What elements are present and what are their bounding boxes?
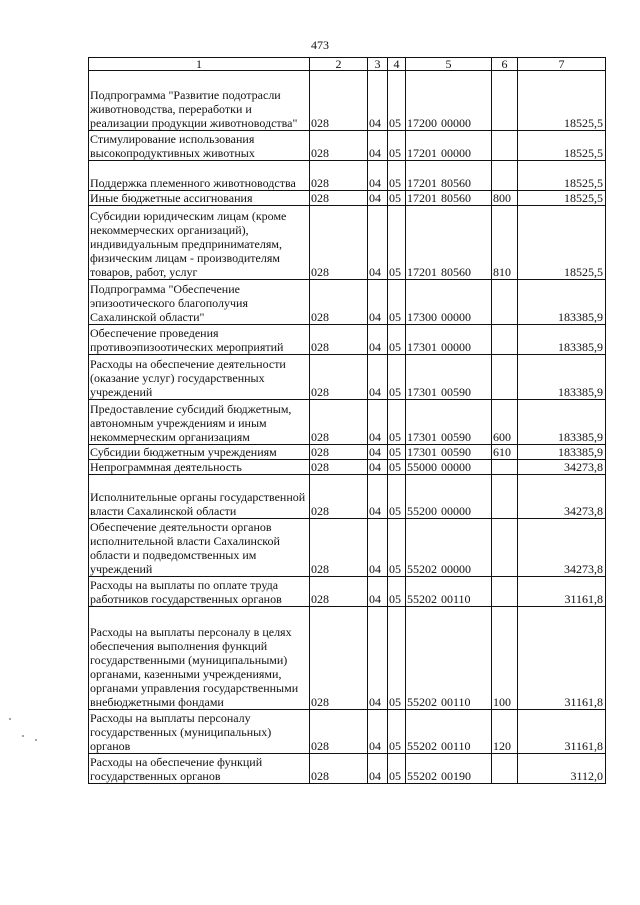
amount: 34273,8 bbox=[564, 562, 603, 576]
target-article-program: 55202 bbox=[407, 769, 437, 783]
admin-code: 028 bbox=[311, 460, 329, 474]
admin-code-cell bbox=[310, 460, 368, 475]
header-cell: 7 bbox=[518, 58, 606, 71]
row-name-cell bbox=[89, 280, 310, 325]
row-name-cell bbox=[89, 400, 310, 445]
scan-speck bbox=[9, 718, 11, 720]
amount-cell bbox=[518, 607, 606, 710]
admin-code: 028 bbox=[311, 191, 329, 205]
expense-type-cell bbox=[492, 710, 518, 754]
amount: 183385,9 bbox=[558, 445, 603, 459]
subsection-cell bbox=[388, 355, 406, 400]
admin-code: 028 bbox=[311, 340, 329, 354]
admin-code: 028 bbox=[311, 504, 329, 518]
subsection-cell bbox=[388, 577, 406, 607]
target-article-program: 17201 bbox=[407, 265, 437, 279]
amount: 34273,8 bbox=[564, 504, 603, 518]
subsection-code: 05 bbox=[389, 460, 401, 474]
subsection-code: 05 bbox=[389, 504, 401, 518]
section-cell bbox=[368, 355, 388, 400]
admin-code: 028 bbox=[311, 385, 329, 399]
subsection-cell bbox=[388, 325, 406, 355]
section-cell bbox=[368, 71, 388, 131]
admin-code: 028 bbox=[311, 739, 329, 753]
amount: 31161,8 bbox=[564, 695, 603, 709]
target-article-cell bbox=[406, 519, 492, 577]
target-article-cell bbox=[406, 475, 492, 519]
row-name-cell bbox=[89, 475, 310, 519]
target-article-cell bbox=[406, 710, 492, 754]
target-article-program: 55202 bbox=[407, 562, 437, 576]
target-article-direction: 00590 bbox=[441, 385, 471, 399]
target-article-program: 17200 bbox=[407, 116, 437, 130]
amount-cell bbox=[518, 710, 606, 754]
row-name: Предоставление субсидий бюджетным, автономным учреждениям и иным некоммерческим организациям bbox=[90, 402, 292, 444]
amount-cell bbox=[518, 161, 606, 191]
section-cell bbox=[368, 475, 388, 519]
table-row bbox=[89, 131, 606, 161]
amount: 183385,9 bbox=[558, 340, 603, 354]
table-row bbox=[89, 460, 606, 475]
row-name: Подпрограмма "Обеспечение эпизоотического благополучия Сахалинской области" bbox=[90, 282, 248, 324]
section-code: 04 bbox=[369, 695, 381, 709]
subsection-cell bbox=[388, 475, 406, 519]
expense-type-cell bbox=[492, 754, 518, 784]
header-cell: 2 bbox=[310, 58, 368, 71]
amount-cell bbox=[518, 325, 606, 355]
row-name-cell bbox=[89, 325, 310, 355]
subsection-code: 05 bbox=[389, 116, 401, 130]
target-article-cell bbox=[406, 400, 492, 445]
admin-code-cell bbox=[310, 607, 368, 710]
row-name-cell bbox=[89, 577, 310, 607]
row-name: Расходы на выплаты персоналу государственных (муниципальных) органов bbox=[90, 711, 272, 753]
target-article-program: 17201 bbox=[407, 191, 437, 205]
page-number: 473 bbox=[311, 38, 329, 52]
admin-code-cell bbox=[310, 71, 368, 131]
row-name-cell bbox=[89, 131, 310, 161]
section-code: 04 bbox=[369, 592, 381, 606]
target-article-direction: 80560 bbox=[441, 176, 471, 190]
target-article-program: 17301 bbox=[407, 445, 437, 459]
target-article-program: 17201 bbox=[407, 176, 437, 190]
section-code: 04 bbox=[369, 191, 381, 205]
section-cell bbox=[368, 754, 388, 784]
row-name: Обеспечение деятельности органов исполнительной власти Сахалинской области и подведомственных им учреждений bbox=[90, 520, 280, 576]
target-article-cell bbox=[406, 131, 492, 161]
row-name: Расходы на выплаты персоналу в целях обеспечения выполнения функций государственными (муниципальными) органами, казенными учреждениями, органами управления государственными внебюджетными фондами bbox=[90, 625, 299, 709]
header-cell: 3 bbox=[368, 58, 388, 71]
header-cell: 5 bbox=[406, 58, 492, 71]
section-code: 04 bbox=[369, 504, 381, 518]
section-code: 04 bbox=[369, 460, 381, 474]
target-article-direction: 00190 bbox=[441, 769, 471, 783]
amount-cell bbox=[518, 400, 606, 445]
subsection-code: 05 bbox=[389, 340, 401, 354]
admin-code-cell bbox=[310, 325, 368, 355]
table-row bbox=[89, 355, 606, 400]
expense-type-cell bbox=[492, 71, 518, 131]
row-name-cell bbox=[89, 710, 310, 754]
target-article-direction: 00000 bbox=[441, 460, 471, 474]
admin-code-cell bbox=[310, 445, 368, 460]
target-article-program: 17301 bbox=[407, 340, 437, 354]
admin-code: 028 bbox=[311, 310, 329, 324]
section-cell bbox=[368, 460, 388, 475]
section-code: 04 bbox=[369, 385, 381, 399]
table-row bbox=[89, 754, 606, 784]
subsection-code: 05 bbox=[389, 739, 401, 753]
target-article-direction: 00110 bbox=[441, 695, 471, 709]
subsection-cell bbox=[388, 710, 406, 754]
subsection-code: 05 bbox=[389, 385, 401, 399]
subsection-cell bbox=[388, 191, 406, 206]
section-cell bbox=[368, 577, 388, 607]
target-article-direction: 00110 bbox=[441, 739, 471, 753]
expense-type-code: 600 bbox=[493, 430, 511, 444]
row-name: Непрограммная деятельность bbox=[90, 460, 242, 474]
row-name-cell bbox=[89, 71, 310, 131]
table-row bbox=[89, 607, 606, 710]
table-row bbox=[89, 191, 606, 206]
row-name-cell bbox=[89, 754, 310, 784]
target-article-cell bbox=[406, 460, 492, 475]
header-cell: 4 bbox=[388, 58, 406, 71]
amount-cell bbox=[518, 71, 606, 131]
scan-speck bbox=[35, 739, 37, 741]
expense-type-cell bbox=[492, 445, 518, 460]
table-row bbox=[89, 710, 606, 754]
subsection-cell bbox=[388, 400, 406, 445]
subsection-code: 05 bbox=[389, 562, 401, 576]
subsection-cell bbox=[388, 519, 406, 577]
expense-type-cell bbox=[492, 206, 518, 280]
amount-cell bbox=[518, 191, 606, 206]
row-name-cell bbox=[89, 519, 310, 577]
amount-cell bbox=[518, 754, 606, 784]
admin-code-cell bbox=[310, 475, 368, 519]
row-name-cell bbox=[89, 445, 310, 460]
amount: 18525,5 bbox=[564, 265, 603, 279]
section-cell bbox=[368, 325, 388, 355]
row-name: Расходы на обеспечение функций государственных органов bbox=[90, 755, 263, 783]
target-article-direction: 00000 bbox=[441, 504, 471, 518]
target-article-program: 55202 bbox=[407, 695, 437, 709]
admin-code-cell bbox=[310, 280, 368, 325]
row-name: Расходы на обеспечение деятельности (оказание услуг) государственных учреждений bbox=[90, 357, 286, 399]
target-article-direction: 80560 bbox=[441, 191, 471, 205]
row-name-cell bbox=[89, 355, 310, 400]
admin-code: 028 bbox=[311, 445, 329, 459]
header-cell: 6 bbox=[492, 58, 518, 71]
section-cell bbox=[368, 607, 388, 710]
target-article-cell bbox=[406, 325, 492, 355]
expense-type-cell bbox=[492, 355, 518, 400]
subsection-cell bbox=[388, 754, 406, 784]
subsection-code: 05 bbox=[389, 592, 401, 606]
subsection-code: 05 bbox=[389, 769, 401, 783]
amount-cell bbox=[518, 280, 606, 325]
row-name: Субсидии бюджетным учреждениям bbox=[90, 445, 277, 459]
section-code: 04 bbox=[369, 769, 381, 783]
section-code: 04 bbox=[369, 430, 381, 444]
admin-code: 028 bbox=[311, 146, 329, 160]
amount-cell bbox=[518, 131, 606, 161]
amount: 31161,8 bbox=[564, 592, 603, 606]
section-code: 04 bbox=[369, 116, 381, 130]
admin-code-cell bbox=[310, 161, 368, 191]
section-code: 04 bbox=[369, 146, 381, 160]
row-name: Расходы на выплаты по оплате труда работников государственных органов bbox=[90, 578, 282, 606]
target-article-direction: 00000 bbox=[441, 116, 471, 130]
subsection-cell bbox=[388, 71, 406, 131]
target-article-program: 55000 bbox=[407, 460, 437, 474]
subsection-cell bbox=[388, 206, 406, 280]
expense-type-cell bbox=[492, 131, 518, 161]
target-article-cell bbox=[406, 355, 492, 400]
expense-type-cell bbox=[492, 280, 518, 325]
target-article-direction: 00590 bbox=[441, 445, 471, 459]
subsection-code: 05 bbox=[389, 430, 401, 444]
admin-code: 028 bbox=[311, 116, 329, 130]
target-article-program: 55202 bbox=[407, 592, 437, 606]
target-article-program: 17301 bbox=[407, 385, 437, 399]
expense-type-cell bbox=[492, 577, 518, 607]
budget-table-container bbox=[88, 57, 606, 784]
admin-code: 028 bbox=[311, 695, 329, 709]
expense-type-cell bbox=[492, 161, 518, 191]
subsection-code: 05 bbox=[389, 310, 401, 324]
table-row bbox=[89, 206, 606, 280]
target-article-direction: 00000 bbox=[441, 310, 471, 324]
target-article-cell bbox=[406, 71, 492, 131]
table-row bbox=[89, 161, 606, 191]
subsection-cell bbox=[388, 460, 406, 475]
table-row bbox=[89, 445, 606, 460]
expense-type-code: 100 bbox=[493, 695, 511, 709]
target-article-direction: 00000 bbox=[441, 562, 471, 576]
target-article-program: 17300 bbox=[407, 310, 437, 324]
admin-code-cell bbox=[310, 710, 368, 754]
section-code: 04 bbox=[369, 739, 381, 753]
expense-type-cell bbox=[492, 475, 518, 519]
target-article-cell bbox=[406, 754, 492, 784]
target-article-direction: 00000 bbox=[441, 340, 471, 354]
amount: 34273,8 bbox=[564, 460, 603, 474]
table-row bbox=[89, 325, 606, 355]
target-article-cell bbox=[406, 280, 492, 325]
row-name: Подпрограмма "Развитие подотрасли животноводства, переработки и реализации продукции животноводства" bbox=[90, 88, 298, 130]
target-article-cell bbox=[406, 577, 492, 607]
row-name: Стимулирование использования высокопродуктивных животных bbox=[90, 132, 255, 160]
row-name: Субсидии юридическим лицам (кроме некоммерческих организаций), индивидуальным предпринимателям, физическим лицам - производителям товаров, работ, услуг bbox=[90, 209, 287, 279]
subsection-code: 05 bbox=[389, 265, 401, 279]
target-article-direction: 00590 bbox=[441, 430, 471, 444]
target-article-direction: 80560 bbox=[441, 265, 471, 279]
admin-code-cell bbox=[310, 206, 368, 280]
target-article-cell bbox=[406, 206, 492, 280]
section-cell bbox=[368, 710, 388, 754]
budget-table bbox=[88, 57, 606, 784]
target-article-cell bbox=[406, 445, 492, 460]
table-row bbox=[89, 577, 606, 607]
subsection-code: 05 bbox=[389, 445, 401, 459]
target-article-cell bbox=[406, 161, 492, 191]
amount-cell bbox=[518, 577, 606, 607]
admin-code-cell bbox=[310, 191, 368, 206]
expense-type-cell bbox=[492, 191, 518, 206]
section-cell bbox=[368, 445, 388, 460]
row-name: Иные бюджетные ассигнования bbox=[90, 191, 253, 205]
table-row bbox=[89, 400, 606, 445]
row-name-cell bbox=[89, 191, 310, 206]
amount: 3112,0 bbox=[570, 769, 603, 783]
section-cell bbox=[368, 131, 388, 161]
expense-type-code: 800 bbox=[493, 191, 511, 205]
row-name: Обеспечение проведения противоэпизоотических мероприятий bbox=[90, 326, 284, 354]
amount-cell bbox=[518, 206, 606, 280]
amount: 18525,5 bbox=[564, 146, 603, 160]
row-name-cell bbox=[89, 161, 310, 191]
header-row bbox=[89, 58, 606, 71]
section-cell bbox=[368, 519, 388, 577]
section-cell bbox=[368, 280, 388, 325]
row-name: Поддержка племенного животноводства bbox=[90, 176, 296, 190]
row-name-cell bbox=[89, 206, 310, 280]
amount-cell bbox=[518, 445, 606, 460]
amount: 18525,5 bbox=[564, 116, 603, 130]
expense-type-code: 810 bbox=[493, 265, 511, 279]
section-code: 04 bbox=[369, 445, 381, 459]
row-name-cell bbox=[89, 607, 310, 710]
subsection-cell bbox=[388, 445, 406, 460]
table-row bbox=[89, 519, 606, 577]
target-article-cell bbox=[406, 191, 492, 206]
admin-code-cell bbox=[310, 577, 368, 607]
admin-code-cell bbox=[310, 131, 368, 161]
amount: 183385,9 bbox=[558, 385, 603, 399]
target-article-direction: 00110 bbox=[441, 592, 471, 606]
target-article-program: 17201 bbox=[407, 146, 437, 160]
target-article-program: 17301 bbox=[407, 430, 437, 444]
amount: 183385,9 bbox=[558, 310, 603, 324]
expense-type-cell bbox=[492, 607, 518, 710]
admin-code: 028 bbox=[311, 430, 329, 444]
table-row bbox=[89, 475, 606, 519]
admin-code: 028 bbox=[311, 265, 329, 279]
amount: 31161,8 bbox=[564, 739, 603, 753]
table-row bbox=[89, 71, 606, 131]
section-code: 04 bbox=[369, 310, 381, 324]
subsection-code: 05 bbox=[389, 695, 401, 709]
target-article-program: 55202 bbox=[407, 739, 437, 753]
amount-cell bbox=[518, 460, 606, 475]
subsection-code: 05 bbox=[389, 191, 401, 205]
admin-code-cell bbox=[310, 754, 368, 784]
subsection-cell bbox=[388, 280, 406, 325]
section-code: 04 bbox=[369, 340, 381, 354]
admin-code-cell bbox=[310, 400, 368, 445]
expense-type-cell bbox=[492, 400, 518, 445]
expense-type-cell bbox=[492, 460, 518, 475]
expense-type-cell bbox=[492, 519, 518, 577]
target-article-program: 55200 bbox=[407, 504, 437, 518]
admin-code: 028 bbox=[311, 592, 329, 606]
scan-speck bbox=[22, 735, 24, 737]
amount-cell bbox=[518, 519, 606, 577]
admin-code: 028 bbox=[311, 769, 329, 783]
subsection-code: 05 bbox=[389, 176, 401, 190]
section-cell bbox=[368, 206, 388, 280]
row-name-cell bbox=[89, 460, 310, 475]
admin-code: 028 bbox=[311, 562, 329, 576]
table-row bbox=[89, 280, 606, 325]
amount: 183385,9 bbox=[558, 430, 603, 444]
admin-code-cell bbox=[310, 519, 368, 577]
admin-code-cell bbox=[310, 355, 368, 400]
amount: 18525,5 bbox=[564, 176, 603, 190]
section-code: 04 bbox=[369, 176, 381, 190]
section-code: 04 bbox=[369, 265, 381, 279]
subsection-cell bbox=[388, 131, 406, 161]
section-code: 04 bbox=[369, 562, 381, 576]
amount-cell bbox=[518, 475, 606, 519]
admin-code: 028 bbox=[311, 176, 329, 190]
section-cell bbox=[368, 400, 388, 445]
amount: 18525,5 bbox=[564, 191, 603, 205]
subsection-cell bbox=[388, 607, 406, 710]
header-cell: 1 bbox=[89, 58, 310, 71]
amount-cell bbox=[518, 355, 606, 400]
subsection-cell bbox=[388, 161, 406, 191]
expense-type-code: 610 bbox=[493, 445, 511, 459]
subsection-code: 05 bbox=[389, 146, 401, 160]
row-name: Исполнительные органы государственной власти Сахалинской области bbox=[90, 490, 306, 518]
target-article-direction: 00000 bbox=[441, 146, 471, 160]
section-cell bbox=[368, 191, 388, 206]
expense-type-code: 120 bbox=[493, 739, 511, 753]
target-article-cell bbox=[406, 607, 492, 710]
section-cell bbox=[368, 161, 388, 191]
expense-type-cell bbox=[492, 325, 518, 355]
